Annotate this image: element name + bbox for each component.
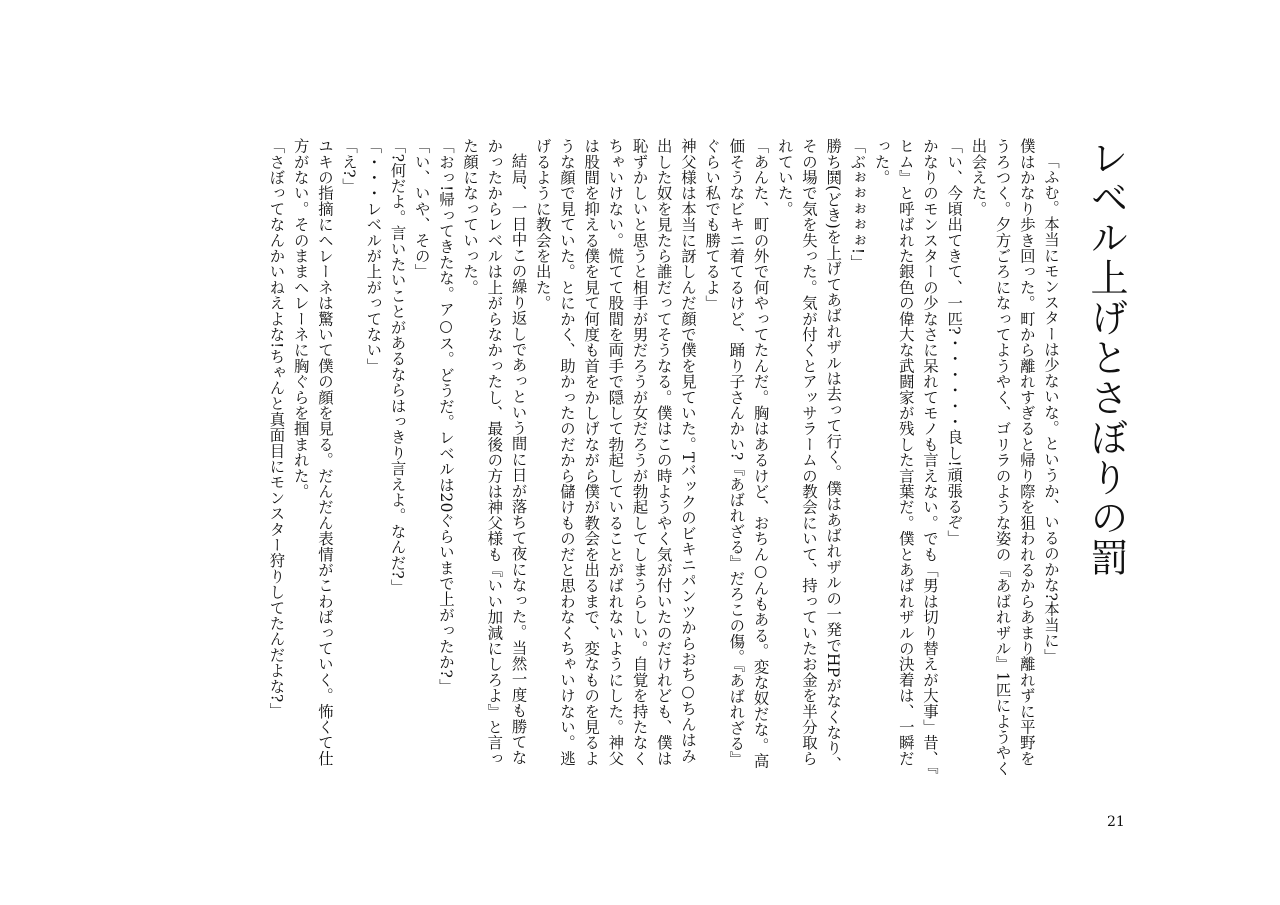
paragraph: 僕はかなり歩き回った。町から離れすぎると帰り際を狙われるからあまり離れずに平野をうろつく。夕方ごろになってようやく、ゴリラのような姿の『あばれザル』1匹にようやく出会えた。 (969, 138, 1036, 777)
paragraph: 「え?」 (340, 138, 359, 194)
paragraph: 「ぶぉぉぉぉぉ!」 (848, 138, 867, 271)
paragraph: ユキの指摘にヘレーネは驚いて僕の顔を見る。だんだん表情がこわばっていく。怖くて仕方がない。そのままヘレーネに胸ぐらを掴まれた。 (291, 138, 334, 766)
page-number: 21 (1107, 814, 1125, 830)
paragraph: 「おっ!帰ってきたな。ア○ス。どうだ。レベルは20ぐらいまで上がったか?」 (436, 138, 455, 694)
paragraph: 神父様は本当に訝しんだ顔で僕を見ていた。Tバックのビキニパンツからおち○ちんはみ出した奴を見たら誰だってそうなる。僕はこの時ようやく気が付いたのだけれども、僕は恥ずかしいと思うと相手が男だろうが女だろうが勃起してしまうらしい。自覚を持たなくちゃいけない。慌てて股間を両手で隠して勃起していることがばれないようにした。神父は股間を抑える僕を見て何度も首をかしげながら僕が教会を出るまで、変なものを見るような顔で見ていた。とにかく、助かったのだから儲けものだと思わなくちゃいけない。逃げるように教会を出た。 (533, 138, 697, 766)
chapter-title: レベル上げとさぼりの罰 (1084, 138, 1128, 578)
paragraph: 「・・・レベルが上がってない」 (364, 138, 383, 374)
paragraph: 「あんた、町の外で何やってたんだ。胸はあるけど、おちん○んもある。変な奴だな。高価そうなビキニ着てるけど、踊り子さんかい?『あばれざる』だろこの傷。『あばれざる』ぐらい私でも勝てるよ」 (703, 138, 770, 769)
paragraph: 勝ち鬨(どき)を上げてあばれザルは去って行く。僕はあばれザルの一発でHPがなくなり、その場で気を失った。気が付くとアッサラームの教会にいて、持っていたお金を半分取られていた。 (775, 138, 843, 772)
paragraph: 結局、一日中この繰り返しであっという間に日が落ちて夜になった。当然一度も勝てなかったからレベルは上がらなかったし、最後の方は神父様も『いい加減にしろよ』と言った顔になっていった。 (461, 138, 528, 766)
paragraph: 「さぼってなんかいねえよな!ちゃんと真面目にモンスター狩りしてたんだよな?」 (267, 138, 286, 719)
paragraph: 「い、今頃出てきて、一匹?・・・・・・良し!頑張るぞ」 (945, 138, 964, 546)
body-text (183, 138, 1063, 778)
paragraph: かなりのモンスターの少なさに呆れてモノも言えない。でも「男は切り替えが大事」昔、『ヒム』と呼ばれた銀色の偉大な武闘家が残した言葉だ。僕とあばれザルの決着は、一瞬だった。 (872, 138, 939, 774)
paragraph: 「ふむ。本当にモンスターは少ないな。というか、いるのかな?本当に」 (1042, 153, 1060, 665)
paragraph: 「い、いや、その」 (412, 138, 431, 280)
paragraph: 「?何だよ。言いたいことがあるならはっきり言えよ。なんだ?」 (388, 138, 407, 595)
